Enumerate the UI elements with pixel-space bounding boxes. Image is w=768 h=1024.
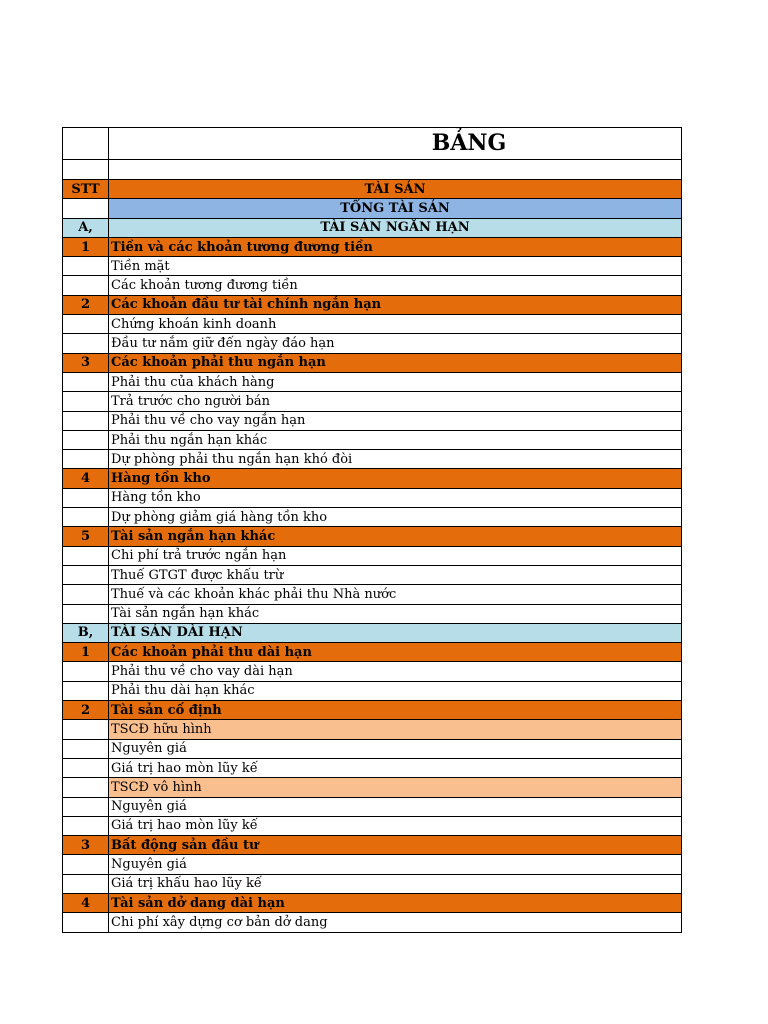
item-row: [63, 604, 682, 623]
group-label-cell[interactable]: Tài sản cố định: [109, 701, 682, 720]
item-row: [63, 816, 682, 835]
item-row: [63, 758, 682, 777]
group-label-cell[interactable]: Hàng tồn kho: [109, 469, 682, 488]
item-label-cell[interactable]: Giá trị khấu hao lũy kế: [109, 874, 682, 893]
stt-cell[interactable]: [63, 797, 109, 816]
item-label-cell[interactable]: Giá trị hao mòn lũy kế: [109, 758, 682, 777]
item-label-cell[interactable]: Thuế và các khoản khác phải thu Nhà nước: [109, 585, 682, 604]
group-row: [63, 893, 682, 912]
stt-cell[interactable]: [63, 681, 109, 700]
group-row: [63, 701, 682, 720]
stt-cell[interactable]: [63, 508, 109, 527]
item-row: [63, 855, 682, 874]
stt-cell[interactable]: [63, 546, 109, 565]
stt-cell[interactable]: 2: [63, 701, 109, 720]
item-row: [63, 565, 682, 584]
item-label-cell[interactable]: Phải thu về cho vay dài hạn: [109, 662, 682, 681]
section-row: [63, 623, 682, 642]
item-row: [63, 372, 682, 391]
stt-cell[interactable]: [63, 565, 109, 584]
title-stt-cell[interactable]: [63, 128, 109, 160]
stt-cell[interactable]: [63, 257, 109, 276]
item-label-cell[interactable]: Nguyên giá: [109, 739, 682, 758]
item-label-cell[interactable]: Phải thu ngắn hạn khác: [109, 430, 682, 449]
item-label-cell[interactable]: Phải thu dài hạn khác: [109, 681, 682, 700]
header-stt[interactable]: STT: [63, 180, 109, 199]
section-label-cell[interactable]: TÀI SẢN NGẮN HẠN: [109, 218, 682, 237]
group-row: [63, 527, 682, 546]
stt-cell[interactable]: [63, 855, 109, 874]
item-label-cell[interactable]: Phải thu của khách hàng: [109, 372, 682, 391]
item-label-cell[interactable]: Đầu tư nắm giữ đến ngày đáo hạn: [109, 334, 682, 353]
item-label-cell[interactable]: Tiền mặt: [109, 257, 682, 276]
item-row: [63, 508, 682, 527]
item-label-cell[interactable]: Phải thu về cho vay ngắn hạn: [109, 411, 682, 430]
stt-cell[interactable]: [63, 372, 109, 391]
item-row: [63, 913, 682, 932]
stt-cell[interactable]: [63, 874, 109, 893]
blank-row: [63, 160, 682, 180]
item-row: [63, 797, 682, 816]
stt-cell[interactable]: [63, 816, 109, 835]
group-row: [63, 353, 682, 372]
stt-cell[interactable]: [63, 488, 109, 507]
item-row: [63, 450, 682, 469]
stt-cell[interactable]: [63, 411, 109, 430]
group-row: [63, 469, 682, 488]
item-label-cell[interactable]: Nguyên giá: [109, 797, 682, 816]
item-label-cell[interactable]: Giá trị hao mòn lũy kế: [109, 816, 682, 835]
group-label-cell[interactable]: Tiền và các khoản tương đương tiền: [109, 237, 682, 256]
stt-cell[interactable]: 5: [63, 527, 109, 546]
balance-sheet-table: [62, 127, 682, 933]
group-row: [63, 237, 682, 256]
section-row: [63, 218, 682, 237]
item-label-cell[interactable]: Chi phí xây dựng cơ bản dở dang: [109, 913, 682, 932]
balance-sheet: [62, 127, 533, 933]
item-row: [63, 257, 682, 276]
stt-cell[interactable]: [63, 430, 109, 449]
sub-row: [63, 778, 682, 797]
header-row: [63, 180, 682, 199]
item-row: [63, 662, 682, 681]
group-label-cell[interactable]: Các khoản đầu tư tài chính ngắn hạn: [109, 295, 682, 314]
blank-label-cell[interactable]: [109, 160, 682, 180]
item-row: [63, 411, 682, 430]
group-label-cell[interactable]: Tài sản dở dang dài hạn: [109, 893, 682, 912]
item-row: [63, 334, 682, 353]
item-row: [63, 585, 682, 604]
stt-cell[interactable]: [63, 739, 109, 758]
item-row: [63, 315, 682, 334]
group-label-cell[interactable]: Các khoản phải thu ngắn hạn: [109, 353, 682, 372]
stt-cell[interactable]: 4: [63, 893, 109, 912]
item-row: [63, 546, 682, 565]
stt-cell[interactable]: [63, 662, 109, 681]
total-row: [63, 199, 682, 218]
item-label-cell[interactable]: Dự phòng phải thu ngắn hạn khó đòi: [109, 450, 682, 469]
section-label-cell[interactable]: TÀI SẢN DÀI HẠN: [109, 623, 682, 642]
item-row: [63, 874, 682, 893]
total-stt-cell[interactable]: [63, 199, 109, 218]
item-row: [63, 739, 682, 758]
total-assets-label[interactable]: TỔNG TÀI SẢN: [109, 199, 682, 218]
header-asset[interactable]: TÀI SẢN: [109, 180, 682, 199]
item-row: [63, 430, 682, 449]
group-label-cell[interactable]: Bất động sản đầu tư: [109, 836, 682, 855]
item-label-cell[interactable]: Nguyên giá: [109, 855, 682, 874]
stt-cell[interactable]: 3: [63, 836, 109, 855]
item-row: [63, 276, 682, 295]
stt-cell[interactable]: [63, 758, 109, 777]
stt-cell[interactable]: 4: [63, 469, 109, 488]
group-row: [63, 643, 682, 662]
item-row: [63, 681, 682, 700]
item-label-cell[interactable]: Trả trước cho người bán: [109, 392, 682, 411]
stt-cell[interactable]: [63, 913, 109, 932]
sub-row: [63, 720, 682, 739]
sub-label-cell[interactable]: TSCĐ hữu hình: [109, 720, 682, 739]
stt-cell[interactable]: [63, 778, 109, 797]
stt-cell[interactable]: [63, 334, 109, 353]
item-label-cell[interactable]: Hàng tồn kho: [109, 488, 682, 507]
stt-cell[interactable]: [63, 315, 109, 334]
stt-cell[interactable]: [63, 720, 109, 739]
stt-cell[interactable]: [63, 276, 109, 295]
stt-cell[interactable]: [63, 604, 109, 623]
item-label-cell[interactable]: Chi phí trả trước ngắn hạn: [109, 546, 682, 565]
stt-cell[interactable]: 1: [63, 643, 109, 662]
group-row: [63, 295, 682, 314]
stt-cell[interactable]: 1: [63, 237, 109, 256]
item-row: [63, 392, 682, 411]
stt-cell[interactable]: 3: [63, 353, 109, 372]
item-row: [63, 488, 682, 507]
blank-stt-cell[interactable]: [63, 160, 109, 180]
item-label-cell[interactable]: Các khoản tương đương tiền: [109, 276, 682, 295]
stt-cell[interactable]: 2: [63, 295, 109, 314]
group-label-cell[interactable]: Tài sản ngắn hạn khác: [109, 527, 682, 546]
sheet-title[interactable]: BẢNG: [109, 128, 682, 160]
item-label-cell[interactable]: Chứng khoán kinh doanh: [109, 315, 682, 334]
stt-cell[interactable]: A,: [63, 218, 109, 237]
group-row: [63, 836, 682, 855]
stt-cell[interactable]: B,: [63, 623, 109, 642]
group-label-cell[interactable]: Các khoản phải thu dài hạn: [109, 643, 682, 662]
stt-cell[interactable]: [63, 392, 109, 411]
item-label-cell[interactable]: Tài sản ngắn hạn khác: [109, 604, 682, 623]
stt-cell[interactable]: [63, 585, 109, 604]
stt-cell[interactable]: [63, 450, 109, 469]
sub-label-cell[interactable]: TSCĐ vô hình: [109, 778, 682, 797]
title-row: [63, 128, 682, 160]
item-label-cell[interactable]: Thuế GTGT được khấu trừ: [109, 565, 682, 584]
item-label-cell[interactable]: Dự phòng giảm giá hàng tồn kho: [109, 508, 682, 527]
